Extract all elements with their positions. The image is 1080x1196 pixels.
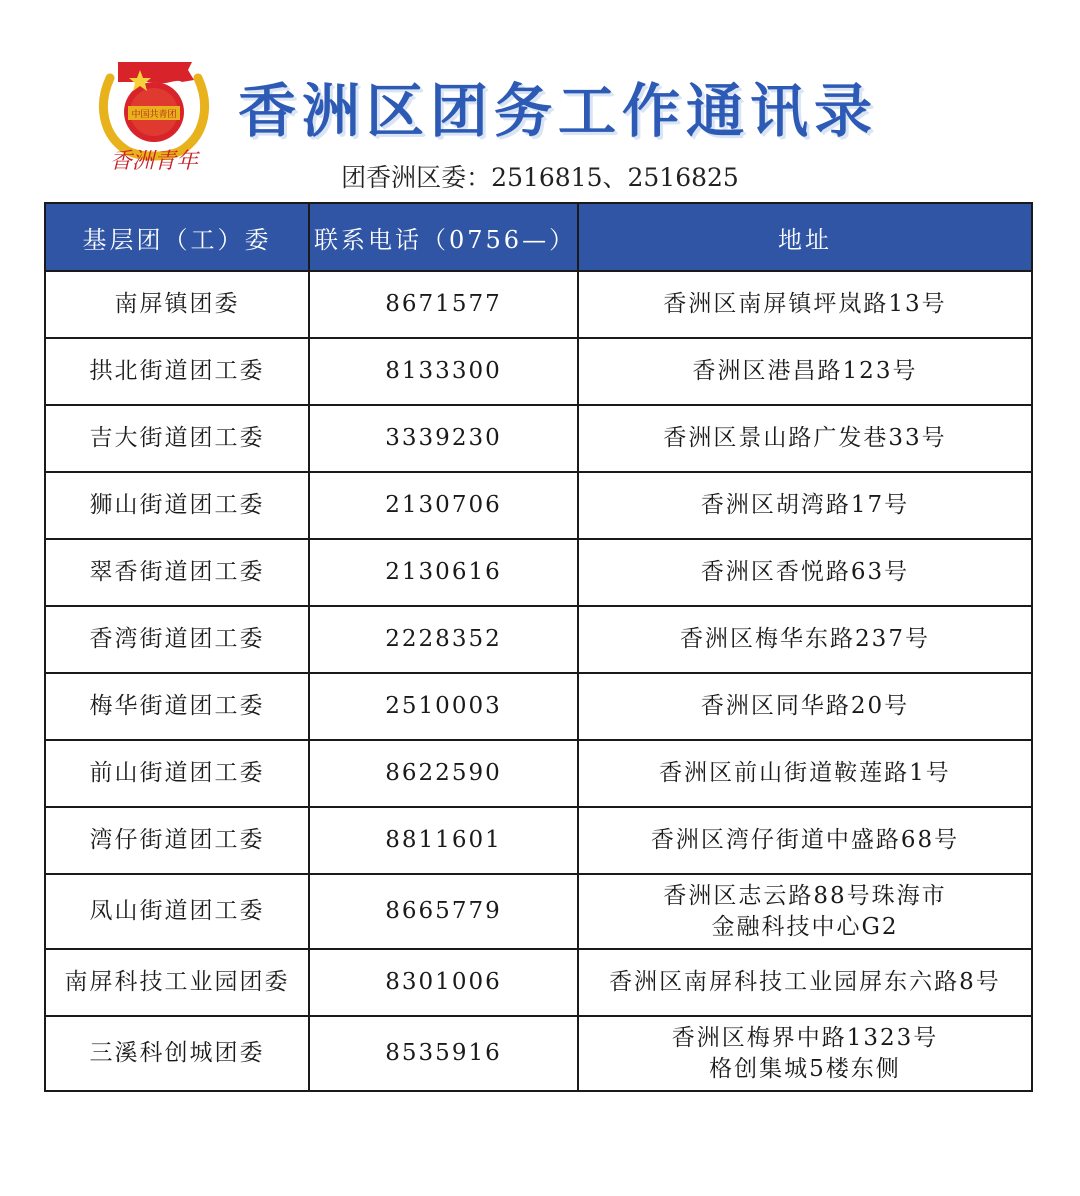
youth-league-emblem-logo (96, 52, 212, 178)
column-header-phone: 联系电话（0756—） (309, 203, 578, 271)
address-line: 香洲区前山街道鞍莲路1号 (659, 760, 951, 786)
table-header-row (45, 203, 1032, 271)
address-line: 香洲区梅华东路237号 (680, 626, 930, 652)
address-line: 香洲区胡湾路17号 (700, 492, 910, 518)
table-row (45, 405, 1032, 472)
phone-cell: 8301006 (309, 949, 578, 1016)
table-row (45, 807, 1032, 874)
table-row (45, 1016, 1032, 1091)
phone-cell: 2510003 (309, 673, 578, 740)
address-line: 香洲区同华路20号 (700, 693, 910, 719)
table-row (45, 472, 1032, 539)
phone-cell: 8811601 (309, 807, 578, 874)
address-cell (578, 874, 1032, 949)
address-line: 香洲区南屏科技工业园屏东六路8号 (609, 969, 1001, 995)
table-row (45, 673, 1032, 740)
address-cell (578, 539, 1032, 606)
phone-cell: 2130706 (309, 472, 578, 539)
unit-cell: 凤山街道团工委 (45, 874, 309, 949)
column-header-address: 地址 (578, 203, 1032, 271)
phone-cell: 2228352 (309, 606, 578, 673)
address-cell (578, 673, 1032, 740)
contact-directory-table (44, 202, 1033, 1092)
table-row (45, 606, 1032, 673)
page-title: 香洲区团务工作通讯录 (238, 77, 879, 145)
unit-cell: 吉大街道团工委 (45, 405, 309, 472)
address-cell (578, 271, 1032, 338)
unit-cell: 香湾街道团工委 (45, 606, 309, 673)
address-line: 香洲区梅界中路1323号 (671, 1024, 939, 1051)
address-cell (578, 606, 1032, 673)
phone-cell: 8622590 (309, 740, 578, 807)
table-row (45, 539, 1032, 606)
address-cell (578, 405, 1032, 472)
address-cell (578, 1016, 1032, 1091)
address-line: 香洲区南屏镇坪岚路13号 (663, 291, 947, 317)
phone-cell: 8535916 (309, 1016, 578, 1091)
unit-cell: 南屏镇团委 (45, 271, 309, 338)
unit-cell: 拱北街道团工委 (45, 338, 309, 405)
table-row (45, 338, 1032, 405)
address-cell (578, 472, 1032, 539)
phone-cell: 2130616 (309, 539, 578, 606)
phone-cell: 3339230 (309, 405, 578, 472)
table-row (45, 740, 1032, 807)
table-row (45, 271, 1032, 338)
address-cell (578, 740, 1032, 807)
phone-cell: 8133300 (309, 338, 578, 405)
address-line: 金融科技中心G2 (711, 913, 899, 940)
address-line: 香洲区湾仔街道中盛路68号 (650, 827, 960, 853)
page-subtitle: 团香洲区委：2516815、2516825 (341, 163, 739, 192)
table-row (45, 949, 1032, 1016)
column-header-unit: 基层团（工）委 (45, 203, 309, 271)
logo-ribbon-text: 中国共青团 (131, 110, 177, 120)
address-line: 香洲区志云路88号珠海市 (663, 882, 947, 909)
table-row (45, 874, 1032, 949)
address-line: 香洲区景山路广发巷33号 (663, 425, 947, 451)
unit-cell: 梅华街道团工委 (45, 673, 309, 740)
unit-cell: 三溪科创城团委 (45, 1016, 309, 1091)
address-line: 香洲区香悦路63号 (700, 559, 910, 585)
address-cell (578, 338, 1032, 405)
unit-cell: 前山街道团工委 (45, 740, 309, 807)
phone-cell: 8665779 (309, 874, 578, 949)
address-line: 香洲区港昌路123号 (692, 358, 918, 384)
logo-signature: 香洲青年 (109, 149, 199, 174)
address-line: 格创集城5楼东侧 (709, 1055, 901, 1082)
unit-cell: 狮山街道团工委 (45, 472, 309, 539)
unit-cell: 湾仔街道团工委 (45, 807, 309, 874)
address-cell (578, 949, 1032, 1016)
address-cell (578, 807, 1032, 874)
unit-cell: 南屏科技工业园团委 (45, 949, 309, 1016)
unit-cell: 翠香街道团工委 (45, 539, 309, 606)
phone-cell: 8671577 (309, 271, 578, 338)
